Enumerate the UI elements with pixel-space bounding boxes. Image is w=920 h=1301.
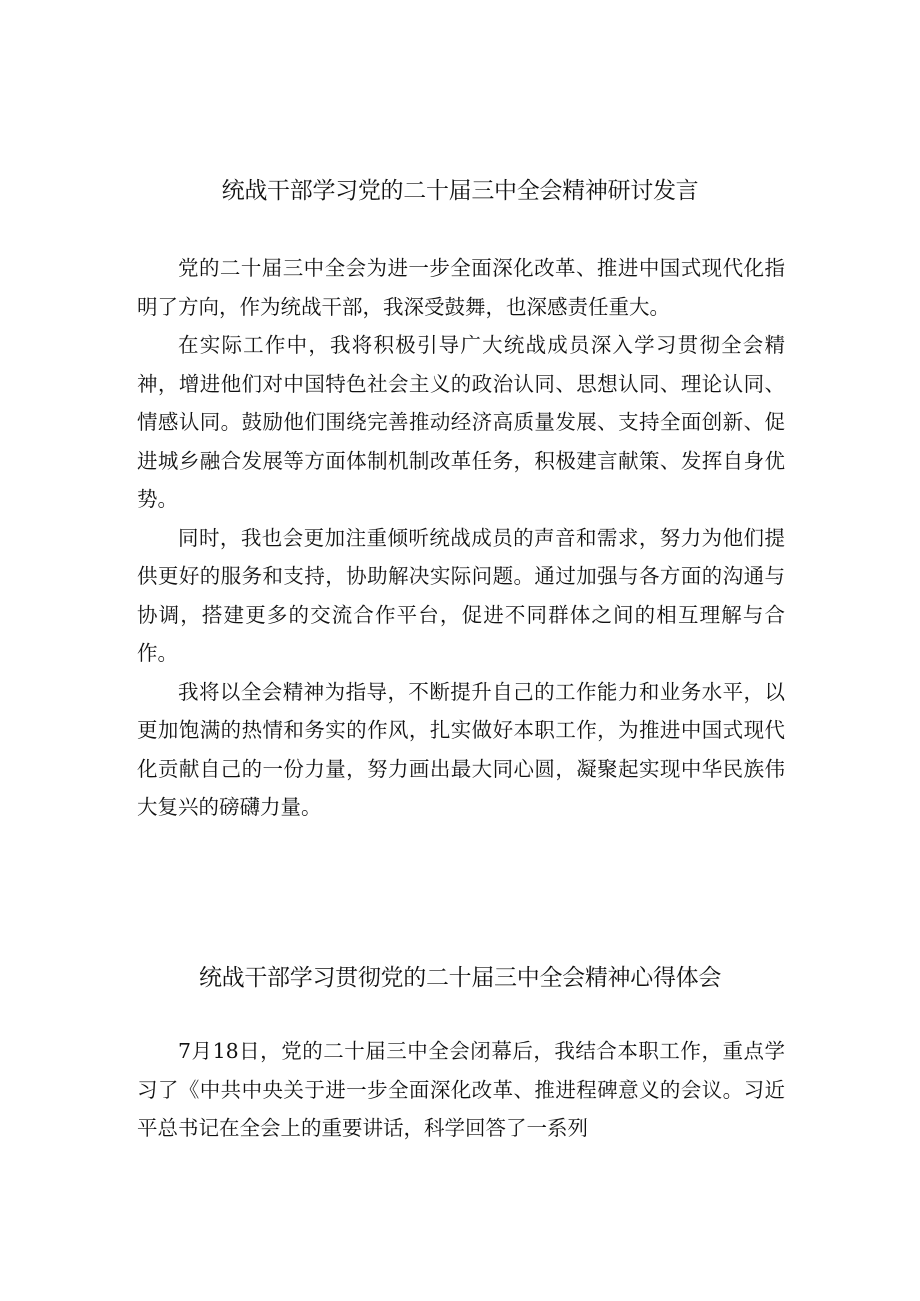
article-1-paragraph-2: 在实际工作中，我将积极引导广大统战成员深入学习贯彻全会精神，增进他们对中国特色社会主义的政治认同、思想认同、理论认同、情感认同。鼓励他们围绕完善推动经济高质量发展、支持全面创新、促进城乡融合发展等方面体制机制改革任务，积极建言献策、发挥自身优势。: [137, 333, 785, 511]
article-2-body: [137, 1032, 785, 1148]
article-1-paragraph-3: 同时，我也会更加注重倾听统战成员的声音和需求，努力为他们提供更好的服务和支持，协助解决实际问题。通过加强与各方面的沟通与协调，搭建更多的交流合作平台，促进不同群体之间的相互理解与合作。: [137, 525, 785, 665]
article-2-title: 统战干部学习贯彻党的二十届三中全会精神心得体会: [198, 965, 722, 991]
article-1-paragraph-4: 我将以全会精神为指导，不断提升自己的工作能力和业务水平，以更加饱满的热情和务实的作风，扎实做好本职工作，为推进中国式现代化贡献自己的一份力量，努力画出最大同心圆，凝聚起实现中华民族伟大复兴的磅礴力量。: [137, 679, 785, 819]
article-2-paragraph-1: 7月18日，党的二十届三中全会闭幕后，我结合本职工作，重点学习了《中共中央关于进一步全面深化改革、推进程碑意义的会议。习近平总书记在全会上的重要讲话，科学回答了一系列: [137, 1039, 785, 1140]
article-1-title: 统战干部学习党的二十届三中全会精神研讨发言: [221, 178, 699, 204]
article-1-paragraph-1: 党的二十届三中全会为进一步全面深化改革、推进中国式现代化指明了方向，作为统战干部，我深受鼓舞，也深感责任重大。: [137, 256, 785, 319]
article-1-body: [137, 249, 785, 827]
